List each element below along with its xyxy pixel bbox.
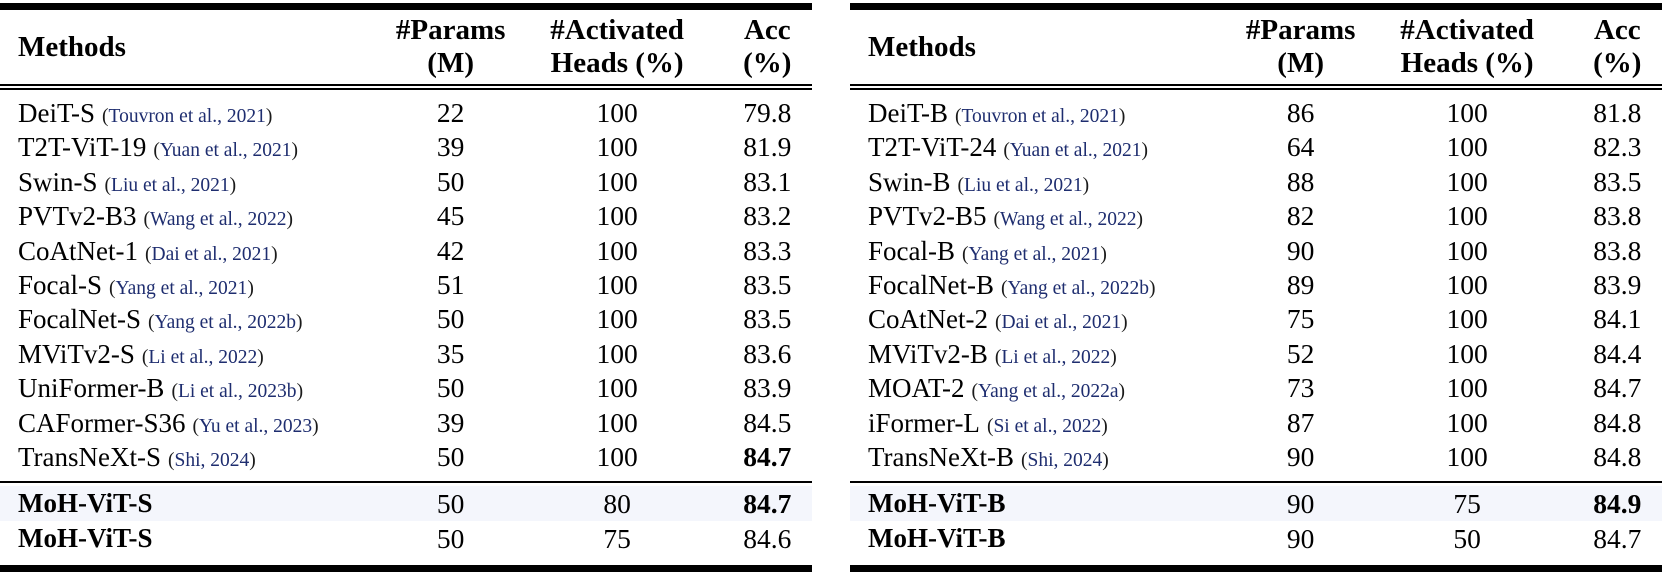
table-row — [0, 234, 812, 268]
method-name: T2T-ViT-19 — [18, 132, 147, 163]
table-moh-body — [850, 483, 1662, 556]
params-value: 22 — [436, 97, 465, 128]
citation-link[interactable] — [1001, 278, 1156, 299]
method-cell — [0, 521, 390, 556]
table-row — [0, 337, 812, 371]
method-name: MoH-ViT-B — [868, 488, 1006, 519]
method-name: FocalNet-S — [18, 304, 141, 335]
header-methods: Methods — [18, 30, 126, 63]
citation-open-paren: ( — [971, 381, 979, 403]
params-value: 42 — [436, 234, 465, 266]
citation-open-paren: ( — [955, 106, 962, 127]
table-body — [0, 90, 812, 474]
header-activated-heads: #Activated Heads (%) — [1400, 14, 1534, 79]
activated-heads-value: 100 — [596, 234, 638, 266]
citation-close-paren: ) — [296, 312, 303, 334]
citation-text[interactable]: Yang et al., 2021 — [968, 243, 1101, 265]
table-row — [850, 165, 1662, 199]
citation-link[interactable] — [153, 140, 298, 161]
params-value: 52 — [1286, 337, 1315, 369]
params-value: 75 — [1286, 303, 1315, 335]
params-value: 64 — [1286, 131, 1315, 163]
params-value: 89 — [1286, 268, 1315, 300]
activated-heads-value: 100 — [1446, 337, 1488, 369]
method-cell — [0, 440, 390, 474]
method-name: T2T-ViT-24 — [868, 132, 997, 163]
method-cell — [850, 165, 1240, 199]
bottom-rule — [850, 565, 1662, 572]
accuracy-value: 83.9 — [1593, 268, 1642, 300]
citation-text[interactable]: Shi, 2024 — [1027, 449, 1103, 471]
citation-open-paren: ( — [168, 449, 175, 471]
params-value: 90 — [1286, 523, 1315, 555]
activated-heads-value: 75 — [1453, 488, 1481, 520]
table-row — [0, 302, 812, 336]
table-row — [0, 96, 812, 130]
method-name: PVTv2-B5 — [868, 201, 987, 232]
method-cell — [0, 486, 390, 521]
moh-row — [0, 521, 812, 556]
table-row — [850, 96, 1662, 130]
accuracy-value: 83.6 — [743, 337, 792, 369]
activated-heads-value: 100 — [1446, 440, 1488, 472]
accuracy-value: 83.3 — [743, 234, 792, 266]
method-cell — [850, 406, 1240, 440]
citation-text[interactable]: Li et al., 2023b — [177, 381, 297, 403]
accuracy-value: 84.9 — [1593, 488, 1642, 520]
params-value: 50 — [436, 488, 465, 520]
params-value: 86 — [1286, 97, 1315, 128]
top-rule — [850, 3, 1662, 10]
citation-open-paren: ( — [993, 209, 1001, 231]
activated-heads-value: 100 — [596, 303, 638, 335]
params-value: 87 — [1286, 406, 1315, 438]
accuracy-value: 84.7 — [743, 440, 792, 472]
method-name: MViTv2-S — [18, 338, 135, 369]
table-row — [850, 440, 1662, 474]
citation-open-paren: ( — [171, 381, 178, 403]
method-cell — [0, 96, 390, 130]
method-name: FocalNet-B — [868, 269, 994, 300]
method-name: CoAtNet-2 — [868, 304, 988, 335]
params-value: 82 — [1286, 200, 1315, 232]
method-cell — [850, 337, 1240, 371]
method-name: TransNeXt-B — [868, 441, 1015, 472]
citation-close-paren: ) — [1082, 174, 1090, 196]
citation-close-paren: ) — [1118, 106, 1126, 127]
accuracy-value: 84.7 — [1593, 372, 1642, 404]
method-cell — [0, 199, 390, 233]
citation-open-paren: ( — [104, 174, 112, 196]
citation-link[interactable] — [144, 209, 294, 230]
citation-text[interactable]: Shi, 2024 — [174, 449, 250, 471]
citation-open-paren: ( — [141, 346, 149, 368]
params-value: 90 — [1286, 234, 1315, 266]
citation-close-paren: ) — [312, 415, 319, 437]
moh-row — [0, 486, 812, 521]
citation-link[interactable] — [109, 278, 254, 299]
method-cell — [0, 337, 390, 371]
citation-text[interactable]: Dai et al., 2021 — [1001, 312, 1122, 334]
method-name: Focal-S — [18, 269, 102, 300]
citation-link[interactable] — [962, 244, 1107, 265]
table-row — [850, 130, 1662, 164]
citation-text[interactable]: Dai et al., 2021 — [151, 243, 272, 265]
citation-close-paren: ) — [229, 174, 237, 196]
citation-link[interactable] — [168, 450, 256, 471]
method-cell — [0, 406, 390, 440]
accuracy-value: 84.1 — [1593, 303, 1642, 335]
table-header — [0, 10, 812, 84]
activated-heads-value: 100 — [596, 200, 638, 232]
table-row — [0, 199, 812, 233]
citation-open-paren: ( — [1003, 140, 1010, 162]
table-row — [850, 302, 1662, 336]
activated-heads-value: 100 — [596, 337, 638, 369]
table-row — [0, 165, 812, 199]
accuracy-value: 83.9 — [743, 372, 792, 404]
table-row — [0, 268, 812, 302]
method-name: DeiT-B — [868, 98, 948, 128]
citation-text[interactable]: Yuan et al., 2021 — [1009, 140, 1142, 162]
top-rule — [0, 3, 812, 10]
accuracy-value: 83.5 — [743, 303, 792, 335]
params-value: 51 — [436, 268, 465, 300]
activated-heads-value: 100 — [1446, 234, 1488, 266]
params-value: 35 — [436, 337, 465, 369]
citation-text[interactable]: Liu et al., 2021 — [111, 174, 230, 196]
method-name: UniFormer-B — [18, 373, 165, 404]
citation-text[interactable]: Wang et al., 2022 — [150, 209, 287, 231]
table-moh-body — [0, 483, 812, 556]
method-name: MoH-ViT-S — [18, 523, 153, 554]
citation-close-paren: ) — [1100, 243, 1107, 265]
citation-open-paren: ( — [994, 346, 1002, 368]
citation-link[interactable] — [958, 175, 1090, 196]
method-name: CAFormer-S36 — [18, 407, 186, 438]
activated-heads-value: 100 — [596, 131, 638, 163]
citation-open-paren: ( — [1021, 449, 1028, 471]
params-value: 50 — [436, 523, 465, 555]
citation-close-paren: ) — [1136, 209, 1144, 231]
citation-text[interactable]: Liu et al., 2021 — [964, 174, 1083, 196]
method-cell — [850, 371, 1240, 405]
accuracy-value: 84.7 — [1593, 523, 1642, 555]
citation-link[interactable] — [994, 209, 1144, 230]
moh-row — [850, 521, 1662, 556]
method-cell — [850, 302, 1240, 336]
citation-link[interactable] — [995, 347, 1117, 368]
accuracy-value: 83.5 — [1593, 165, 1642, 197]
method-cell — [0, 165, 390, 199]
table-row — [0, 440, 812, 474]
citation-open-paren: ( — [957, 174, 965, 196]
citation-link[interactable] — [995, 312, 1128, 333]
citation-link[interactable] — [955, 106, 1125, 127]
method-cell — [850, 440, 1240, 474]
citation-open-paren: ( — [994, 312, 1002, 334]
table-row — [850, 371, 1662, 405]
citation-close-paren: ) — [1141, 140, 1148, 162]
method-cell — [0, 234, 390, 268]
method-cell — [850, 268, 1240, 302]
citation-text[interactable]: Touvron et al., 2021 — [108, 106, 266, 127]
citation-close-paren: ) — [291, 140, 298, 162]
citation-open-paren: ( — [153, 140, 160, 162]
accuracy-value: 81.9 — [743, 131, 792, 163]
citation-link[interactable] — [142, 347, 264, 368]
activated-heads-value: 100 — [1446, 131, 1488, 163]
citation-text[interactable]: Touvron et al., 2021 — [961, 106, 1119, 127]
method-name: Focal-B — [868, 235, 955, 266]
citation-text[interactable]: Yang et al., 2022b — [1007, 277, 1150, 299]
citation-close-paren: ) — [1149, 277, 1156, 299]
header-accuracy: Acc (%) — [1593, 14, 1642, 79]
method-cell — [850, 521, 1240, 556]
table-row — [850, 406, 1662, 440]
citation-link[interactable] — [148, 312, 303, 333]
activated-heads-value: 100 — [596, 165, 638, 197]
citation-close-paren: ) — [1110, 346, 1117, 368]
params-value: 90 — [1286, 440, 1315, 472]
activated-heads-value: 100 — [596, 440, 638, 472]
moh-row — [850, 486, 1662, 521]
citation-close-paren: ) — [1102, 449, 1109, 471]
accuracy-value: 79.8 — [743, 97, 792, 128]
method-cell — [850, 234, 1240, 268]
accuracy-value: 83.2 — [743, 200, 792, 232]
method-name: DeiT-S — [18, 98, 96, 128]
citation-link[interactable] — [192, 416, 318, 437]
params-value: 73 — [1286, 372, 1315, 404]
params-value: 39 — [436, 406, 465, 438]
method-cell — [0, 268, 390, 302]
citation-text[interactable]: Yang et al., 2022b — [154, 312, 297, 334]
accuracy-value: 84.8 — [1593, 440, 1642, 472]
citation-text[interactable]: Li et al., 2022 — [148, 346, 258, 368]
citation-text[interactable]: Yu et al., 2023 — [198, 415, 313, 437]
citation-close-paren: ) — [247, 277, 254, 299]
citation-open-paren: ( — [109, 277, 116, 299]
method-cell — [850, 96, 1240, 130]
citation-open-paren: ( — [962, 243, 969, 265]
activated-heads-value: 100 — [1446, 165, 1488, 197]
activated-heads-value: 100 — [1446, 303, 1488, 335]
method-name: MViTv2-B — [868, 338, 988, 369]
table-row — [850, 337, 1662, 371]
activated-heads-value: 80 — [603, 488, 631, 520]
accuracy-value: 84.4 — [1593, 337, 1642, 369]
method-name: PVTv2-B3 — [18, 201, 137, 232]
method-cell — [850, 130, 1240, 164]
activated-heads-value: 100 — [596, 268, 638, 300]
citation-close-paren: ) — [1101, 415, 1108, 437]
method-cell — [0, 371, 390, 405]
method-cell — [850, 199, 1240, 233]
activated-heads-value: 100 — [596, 372, 638, 404]
activated-heads-value: 100 — [1446, 97, 1488, 128]
method-name: CoAtNet-1 — [18, 235, 138, 266]
accuracy-value: 83.5 — [743, 268, 792, 300]
citation-text[interactable]: Si et al., 2022 — [993, 415, 1102, 437]
citation-text[interactable]: Yang et al., 2022a — [978, 381, 1119, 403]
accuracy-value: 83.8 — [1593, 200, 1642, 232]
accuracy-value: 83.1 — [743, 165, 792, 197]
method-cell — [0, 130, 390, 164]
method-name: MoH-ViT-B — [868, 523, 1006, 554]
method-name: MOAT-2 — [868, 373, 965, 404]
citation-text[interactable]: Yuan et al., 2021 — [159, 140, 292, 162]
header-params: #Params (M) — [395, 14, 506, 79]
activated-heads-value: 50 — [1453, 523, 1481, 555]
citation-open-paren: ( — [1000, 277, 1008, 299]
citation-link[interactable] — [1003, 140, 1148, 161]
table-vit-base — [850, 0, 1662, 572]
method-cell — [850, 486, 1240, 521]
citation-link[interactable] — [105, 175, 237, 196]
params-value: 50 — [436, 372, 465, 404]
table-row — [850, 234, 1662, 268]
citation-close-paren: ) — [1118, 381, 1125, 403]
activated-heads-value: 75 — [603, 523, 631, 555]
table-vit-small — [0, 0, 812, 572]
citation-link[interactable] — [987, 416, 1108, 437]
method-name: iFormer-L — [868, 407, 980, 438]
citation-open-paren: ( — [102, 106, 109, 127]
params-value: 88 — [1286, 165, 1315, 197]
citation-link[interactable] — [145, 244, 278, 265]
params-value: 45 — [436, 200, 465, 232]
table-row — [0, 130, 812, 164]
citation-text[interactable]: Wang et al., 2022 — [1000, 209, 1137, 231]
params-value: 50 — [436, 303, 465, 335]
accuracy-value: 84.6 — [743, 523, 792, 555]
activated-heads-value: 100 — [596, 97, 638, 128]
citation-text[interactable]: Li et al., 2022 — [1001, 346, 1111, 368]
accuracy-value: 84.8 — [1593, 406, 1642, 438]
bottom-rule — [0, 565, 812, 572]
activated-heads-value: 100 — [596, 406, 638, 438]
citation-open-paren: ( — [986, 415, 994, 437]
method-name: TransNeXt-S — [18, 441, 162, 472]
accuracy-value: 84.7 — [743, 488, 792, 520]
table-header — [850, 10, 1662, 84]
table-row — [850, 268, 1662, 302]
citation-text[interactable]: Yang et al., 2021 — [115, 277, 248, 299]
citation-close-paren: ) — [257, 346, 264, 368]
params-value: 39 — [436, 131, 465, 163]
citation-open-paren: ( — [143, 209, 151, 231]
citation-link[interactable] — [972, 381, 1125, 402]
table-row — [850, 199, 1662, 233]
citation-close-paren: ) — [1121, 312, 1128, 334]
citation-close-paren: ) — [265, 106, 273, 127]
citation-close-paren: ) — [271, 243, 278, 265]
citation-close-paren: ) — [296, 381, 304, 403]
method-name: Swin-S — [18, 166, 98, 197]
accuracy-value: 83.8 — [1593, 234, 1642, 266]
params-value: 90 — [1286, 488, 1315, 520]
method-name: Swin-B — [868, 166, 951, 197]
accuracy-value: 84.5 — [743, 406, 792, 438]
header-activated-heads: #Activated Heads (%) — [550, 14, 684, 79]
citation-open-paren: ( — [192, 415, 199, 437]
header-accuracy: Acc (%) — [743, 14, 792, 79]
citation-open-paren: ( — [147, 312, 155, 334]
accuracy-value: 81.8 — [1593, 97, 1642, 128]
table-row — [0, 371, 812, 405]
header-methods: Methods — [868, 30, 976, 63]
citation-open-paren: ( — [144, 243, 152, 265]
params-value: 50 — [436, 440, 465, 472]
table-body — [850, 90, 1662, 474]
activated-heads-value: 100 — [1446, 200, 1488, 232]
citation-close-paren: ) — [286, 209, 294, 231]
activated-heads-value: 100 — [1446, 372, 1488, 404]
params-value: 50 — [436, 165, 465, 197]
activated-heads-value: 100 — [1446, 406, 1488, 438]
method-cell — [0, 302, 390, 336]
activated-heads-value: 100 — [1446, 268, 1488, 300]
citation-link[interactable] — [102, 106, 272, 127]
method-name: MoH-ViT-S — [18, 488, 153, 519]
citation-close-paren: ) — [249, 449, 256, 471]
header-params: #Params (M) — [1245, 14, 1356, 79]
accuracy-value: 82.3 — [1593, 131, 1642, 163]
citation-link[interactable] — [1021, 450, 1109, 471]
citation-link[interactable] — [171, 381, 303, 402]
table-row — [0, 406, 812, 440]
